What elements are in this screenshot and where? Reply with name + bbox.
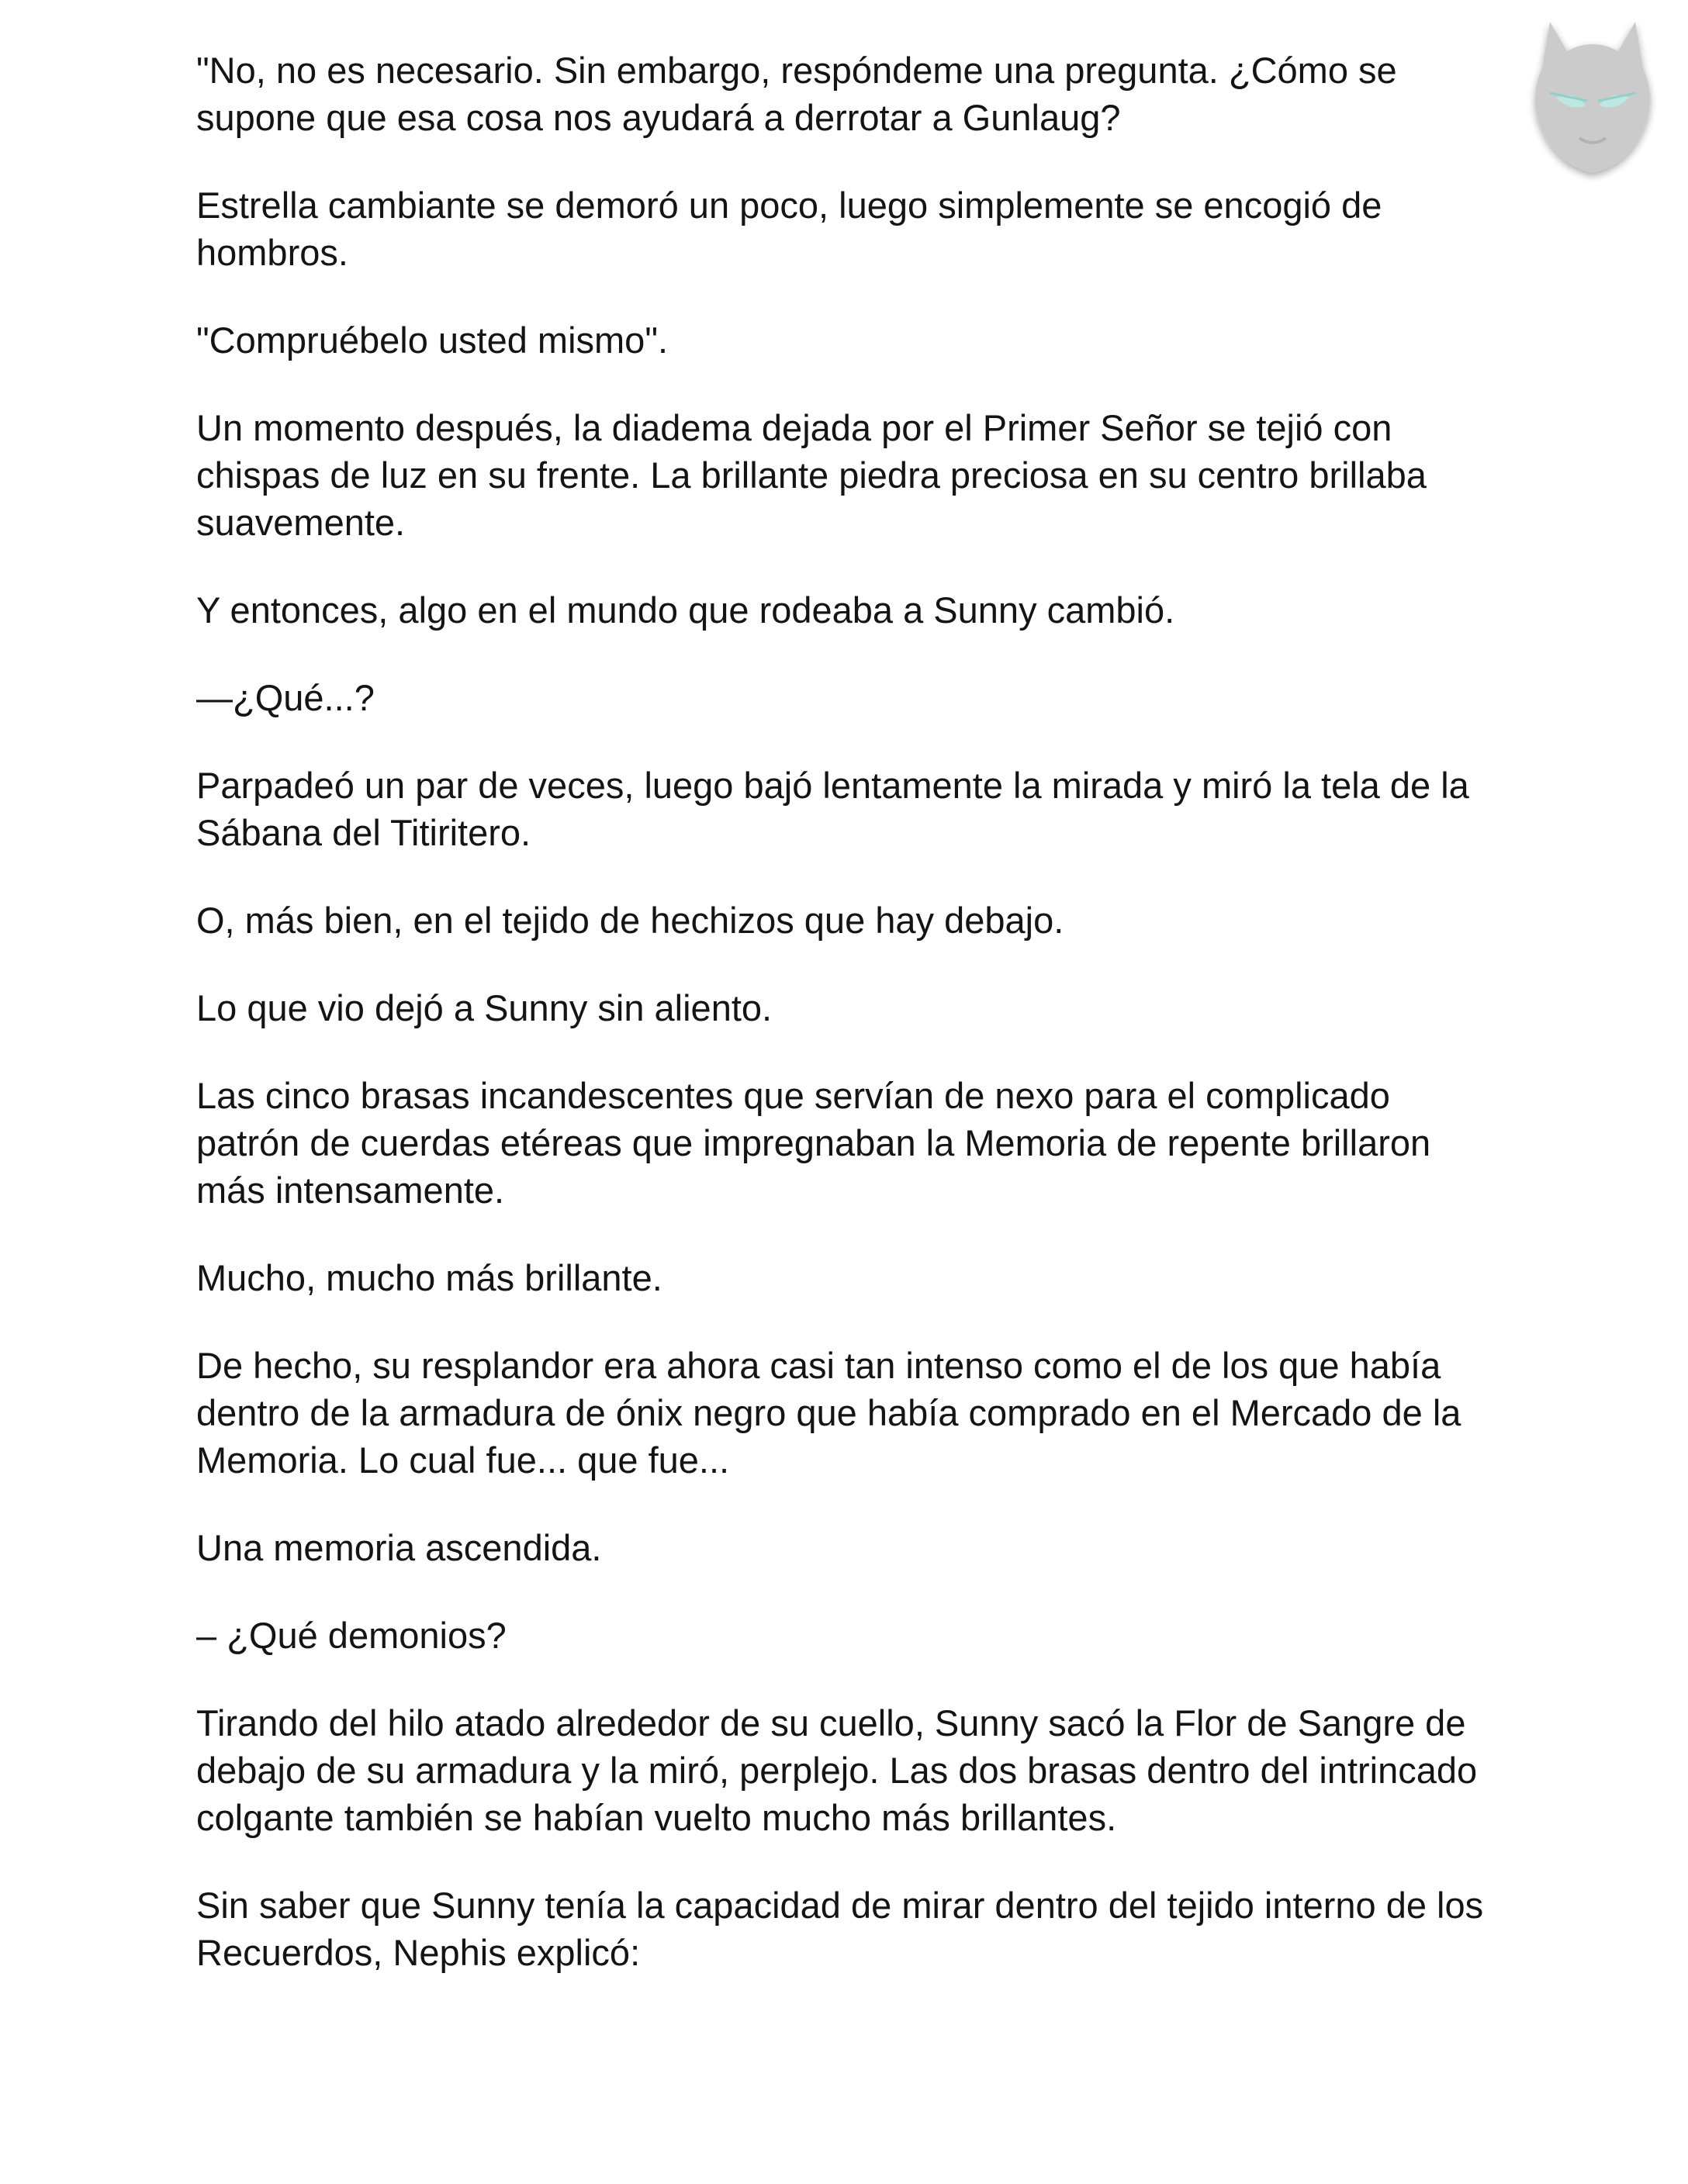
paragraph: De hecho, su resplandor era ahora casi tan intenso como el de los que había dentro de la armadura de ónix negro que había comprado en el Mercado de la Memoria. Lo cual fue... que fue...: [196, 1345, 1461, 1481]
paragraph: "No, no es necesario. Sin embargo, respóndeme una pregunta. ¿Cómo se supone que esa cosa nos ayudará a derrotar a Gunlaug?: [196, 50, 1397, 138]
demon-head-icon: [1519, 14, 1666, 185]
paragraph: Un momento después, la diadema dejada por el Primer Señor se tejió con chispas de luz en su frente. La brillante piedra preciosa en su centro brillaba suavemente.: [196, 407, 1427, 543]
paragraph: O, más bien, en el tejido de hechizos que hay debajo.: [196, 900, 1064, 941]
paragraph: Tirando del hilo atado alrededor de su cuello, Sunny sacó la Flor de Sangre de debajo de su armadura y la miró, perplejo. Las dos brasas dentro del intrincado colgante también se habían vuelto mucho más brillantes.: [196, 1702, 1478, 1838]
paragraph: Una memoria ascendida.: [196, 1527, 602, 1568]
document-body: [196, 47, 1499, 2016]
paragraph: Las cinco brasas incandescentes que servían de nexo para el complicado patrón de cuerdas etéreas que impregnaban la Memoria de repente brillaron más intensamente.: [196, 1075, 1431, 1211]
paragraph: – ¿Qué demonios?: [196, 1615, 507, 1656]
paragraph: Estrella cambiante se demoró un poco, luego simplemente se encogió de hombros.: [196, 185, 1382, 273]
paragraph: "Compruébelo usted mismo".: [196, 320, 669, 361]
paragraph: —¿Qué...?: [196, 677, 375, 718]
paragraph: Sin saber que Sunny tenía la capacidad de mirar dentro del tejido interno de los Recuerdos, Nephis explicó:: [196, 1885, 1484, 1973]
paragraph: Parpadeó un par de veces, luego bajó lentamente la mirada y miró la tela de la Sábana del Titiritero.: [196, 765, 1469, 853]
paragraph: Lo que vio dejó a Sunny sin aliento.: [196, 987, 773, 1028]
paragraph: Mucho, mucho más brillante.: [196, 1257, 662, 1298]
paragraph: Y entonces, algo en el mundo que rodeaba a Sunny cambió.: [196, 589, 1175, 631]
